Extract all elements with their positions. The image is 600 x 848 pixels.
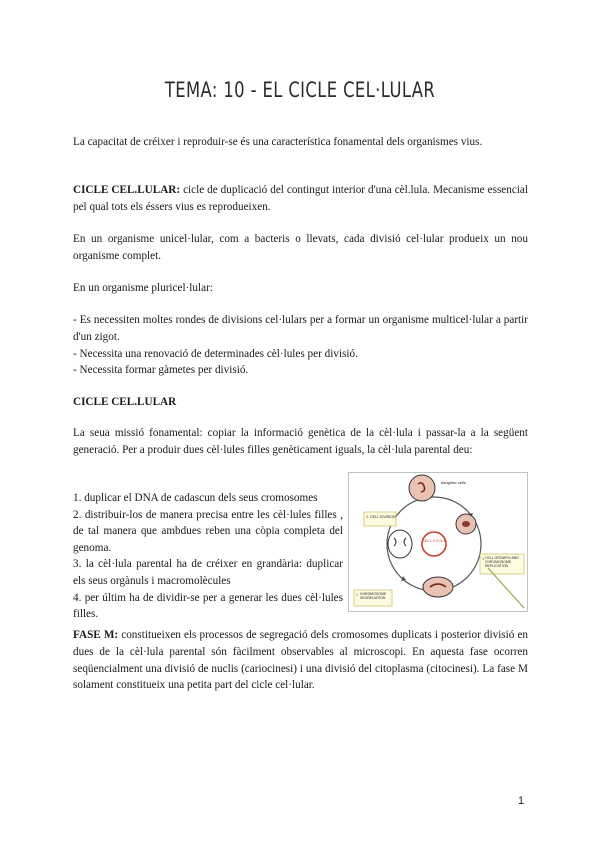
list-item: - Necessita formar gàmetes per divisió. bbox=[73, 364, 249, 377]
page-number: 1 bbox=[518, 795, 525, 807]
daughter-cell-icon bbox=[409, 475, 435, 501]
phase-m-text: constitueixen els processos de segregació dels cromosomes duplicats i posterior divisió en dues de la cèl·lula parental són fàcilment observables al microscopi. En aquesta fase ocorren seqüencialment una divisió de nuclis (cariocinesi) i una divisió del citoplasma (citocinesi). La fase M solament constitueix una petita part del cicle cel·lular. bbox=[73, 629, 528, 692]
list-item: 4. per últim ha de dividir-se per a generar les dues cèl·lules filles. bbox=[73, 591, 343, 621]
step-number: 2 bbox=[356, 592, 359, 597]
section-heading: CICLE CEL.LULAR bbox=[73, 396, 177, 408]
daughter-label: daughter cells bbox=[441, 480, 466, 485]
step-number: 3 bbox=[366, 514, 369, 519]
unicellular-paragraph: En un organisme unicel·lular, com a bacteris o llevats, cada divisió cel·lular produeix un nou organisme complet. bbox=[73, 233, 528, 262]
intro-paragraph: La capacitat de créixer i reproduir-se és una característica fonamental dels organismes vius. bbox=[73, 136, 483, 148]
seg-label-wrap bbox=[360, 592, 392, 606]
pluricellular-list bbox=[73, 312, 528, 379]
definition-text: cicle de duplicació del contingut interior d'una cèl.lula. Mecanisme essencial pel qual tots els éssers vius es reprodueixen. bbox=[73, 184, 528, 213]
definition-label: CICLE CEL.LULAR: bbox=[73, 184, 181, 196]
cycle-center-icon bbox=[422, 532, 446, 556]
segregation-label: CHROMOSOME SEGREGATION bbox=[360, 592, 387, 600]
step-number: 1 bbox=[482, 556, 485, 561]
steps-list bbox=[73, 490, 343, 623]
list-item: - Es necessiten moltes rondes de divisions cel·lulars per a formar un organisme multicel·lular a partir d'un zigot. bbox=[73, 314, 528, 343]
cell-cycle-figure bbox=[348, 472, 528, 612]
list-item: 2. distribuir-los de manera precisa entre les cèl·lules filles , de tal manera que ambdues reben una còpia completa del genoma. bbox=[73, 508, 343, 554]
list-item: 3. la cèl·lula parental ha de créixer en grandària: duplicar els seus orgànuls i macromolècules bbox=[73, 558, 343, 587]
mission-paragraph: La seua missió fonamental: copiar la informació genètica de la cèl·lula i passar-la a la següent generació. Per a produir dues cèl·lules filles genèticament iguals, la cèl·lula parental deu: bbox=[73, 427, 528, 456]
pluricellular-paragraph: En un organisme pluricel·lular: bbox=[73, 282, 213, 294]
dividing-cell-icon bbox=[388, 530, 412, 558]
growth-label: CELL GROWTH AND CHROMOSOME REPLICATION bbox=[485, 556, 519, 568]
center-label: CELL CYCLE bbox=[421, 538, 447, 543]
cell-division-label: CELL DIVISION bbox=[370, 515, 396, 519]
page-title: TEMA: 10 - EL CICLE CEL·LULAR bbox=[164, 78, 436, 102]
definition-paragraph bbox=[73, 182, 528, 216]
phase-m-paragraph bbox=[73, 627, 528, 694]
phase-m-label: FASE M: bbox=[73, 629, 119, 641]
list-item: 1. duplicar el DNA de cadascun dels seus cromosomes bbox=[73, 492, 318, 504]
list-item: - Necessita una renovació de determinades cèl·lules per divisió. bbox=[73, 347, 358, 360]
segregation-cell-icon bbox=[423, 577, 453, 597]
nucleus-icon bbox=[462, 521, 470, 527]
